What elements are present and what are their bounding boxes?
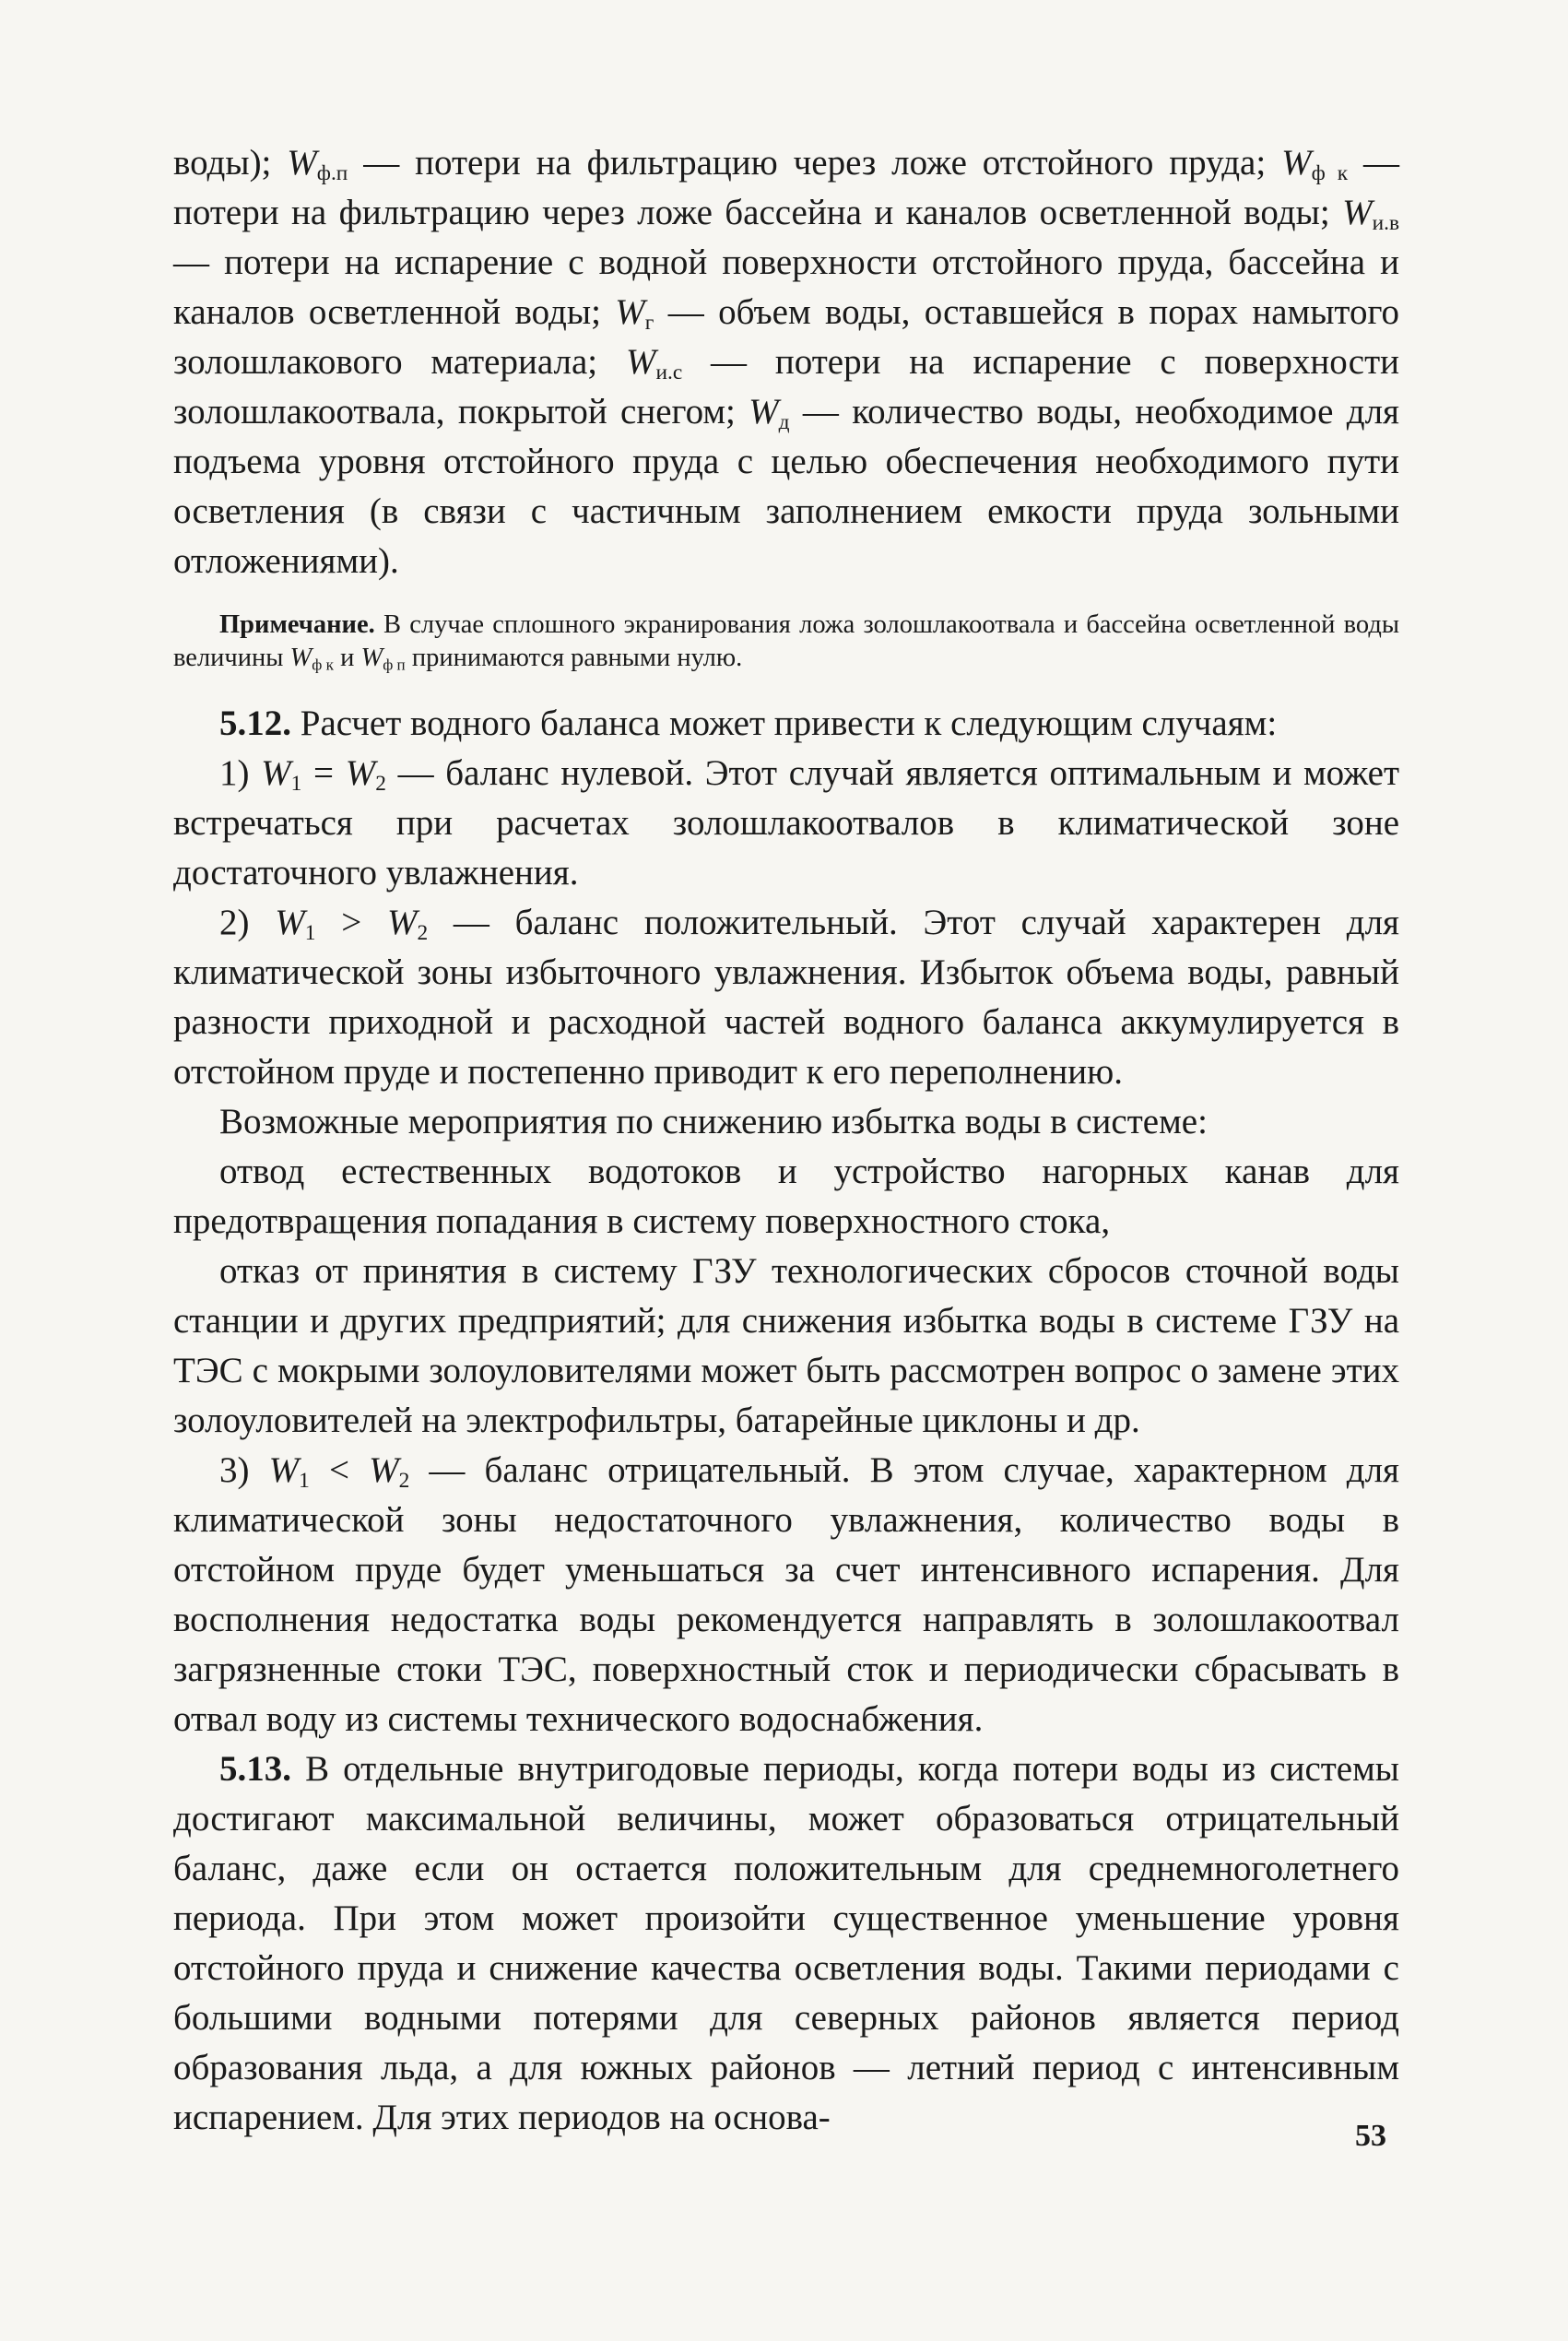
text-span: — потери на испарение с водной поверхности отстойного пруда, бассейна и каналов осветленной воды; xyxy=(173,242,1399,332)
operator: < xyxy=(309,1450,370,1490)
text-span: — потери на испарение с поверхности золошлакоотвала, покрытой снегом; xyxy=(173,342,1399,432)
page-body xyxy=(173,138,1399,2143)
text-span: В отдельные внутригодовые периоды, когда потери воды из системы достигают максимальной величины, может образоваться отрицательный баланс, даже если он остается положительным для среднемноголетнего периода. При этом может произойти существенное уменьшение уровня отстойного пруда и снижение качества осветления воды. Такими периодами с большими водными потерями для северных районов является период образования льда, а для южных районов — летний период с интенсивным испарением. Для этих периодов на основа- xyxy=(173,1749,1399,2137)
case-3 xyxy=(173,1446,1399,1744)
case-1 xyxy=(173,749,1399,898)
section-number: 5.12. xyxy=(219,703,291,743)
text-span: 3) xyxy=(219,1450,269,1490)
subscript: и.с xyxy=(655,360,683,384)
text-span: — количество воды, необходимое для подъема уровня отстойного пруда с целью обеспечения необходимого пути осветления (в связи с частичным заполнением емкости пруда зольными отложениями). xyxy=(173,392,1399,581)
subscript: 2 xyxy=(398,1468,410,1493)
case-2 xyxy=(173,898,1399,1097)
text-span: — баланс нулевой. Этот случай является оптимальным и может встречаться при расчетах золошлакоотвалов в климатической зоне достаточного увлажнения. xyxy=(173,753,1399,893)
text-span: — баланс положительный. Этот случай характерен для климатической зоны избыточного увлажнения. Избыток объема воды, равный разности приходной и расходной частей водного баланса аккумулируется в отстойном пруде и постепенно приводит к его переполнению. xyxy=(173,903,1399,1092)
subscript: г xyxy=(644,310,654,335)
operator: > xyxy=(315,903,387,942)
note-label: Примечание. xyxy=(219,610,375,639)
operator: = xyxy=(301,753,346,793)
subscript: 1 xyxy=(304,920,316,945)
subscript: ф к xyxy=(1311,160,1349,185)
text-span: 1) xyxy=(219,753,262,793)
symbol-w: W xyxy=(1342,193,1373,232)
subscript: ф к xyxy=(312,656,334,674)
symbol-w: W xyxy=(360,644,383,672)
text-span: воды); xyxy=(173,143,288,183)
subscript: и.в xyxy=(1372,210,1399,235)
subscript: 2 xyxy=(375,771,386,796)
section-5-12 xyxy=(173,699,1399,749)
measure-2: отказ от принятия в систему ГЗУ технологических сбросов сточной воды станции и других предприятий; для снижения избытка воды в системе ГЗУ на ТЭС с мокрыми золоуловителями может быть рассмотрен вопрос о замене этих золоуловителей на электрофильтры, батарейные циклоны и др. xyxy=(173,1251,1399,1440)
subscript: ф п xyxy=(383,656,406,674)
symbol-w: W xyxy=(268,1450,300,1490)
paragraph-definitions xyxy=(173,138,1399,586)
text-span: 2) xyxy=(219,903,276,942)
text-span: принимаются равными нулю. xyxy=(405,644,743,672)
text-span: Расчет водного баланса может привести к следующим случаям: xyxy=(291,703,1278,743)
text-span: — баланс отрицательный. В этом случае, характерном для климатической зоны недостаточного увлажнения, количество воды в отстойном пруде будет уменьшаться за счет интенсивного испарения. Для восполнения недостатка воды рекомендуется направлять в золошлакоотвал загрязненные стоки ТЭС, поверхностный сток и периодически сбрасывать в отвал воду из системы технического водоснабжения. xyxy=(173,1450,1399,1739)
subscript: ф.п xyxy=(316,160,348,185)
symbol-w: W xyxy=(625,342,656,382)
subscript: 1 xyxy=(299,1468,310,1493)
text-span: В случае сплошного экранирования ложа золошлакоотвала и бассейна осветленной воды величины xyxy=(173,610,1399,672)
symbol-w: W xyxy=(1281,143,1312,183)
text-span: — потери на фильтрацию через ложе бассейна и каналов осветленной воды; xyxy=(173,143,1400,232)
symbol-w: W xyxy=(345,753,376,793)
symbol-w: W xyxy=(369,1450,399,1490)
text-span: — объем воды, оставшейся в порах намытого золошлакового материала; xyxy=(173,292,1399,382)
symbol-w: W xyxy=(615,292,645,332)
symbol-w: W xyxy=(287,143,317,183)
measure-1: отвод естественных водотоков и устройство нагорных канав для предотвращения попадания в систему поверхностного стока, xyxy=(173,1152,1399,1241)
text-span: и xyxy=(333,644,361,672)
symbol-w: W xyxy=(261,753,291,793)
page-number: 53 xyxy=(1355,2119,1386,2153)
symbol-w: W xyxy=(275,903,305,942)
subscript: 1 xyxy=(290,771,302,796)
subscript: 2 xyxy=(417,920,429,945)
text-span: — потери на фильтрацию через ложе отстойного пруда; xyxy=(348,143,1282,183)
subscript: д xyxy=(778,409,790,434)
measures-intro: Возможные мероприятия по снижению избытка воды в системе: xyxy=(219,1102,1208,1141)
symbol-w: W xyxy=(289,644,312,672)
symbol-w: W xyxy=(386,903,418,942)
section-number: 5.13. xyxy=(219,1749,291,1789)
note-paragraph xyxy=(173,609,1399,675)
section-5-13 xyxy=(173,1744,1399,2143)
symbol-w: W xyxy=(749,392,779,432)
